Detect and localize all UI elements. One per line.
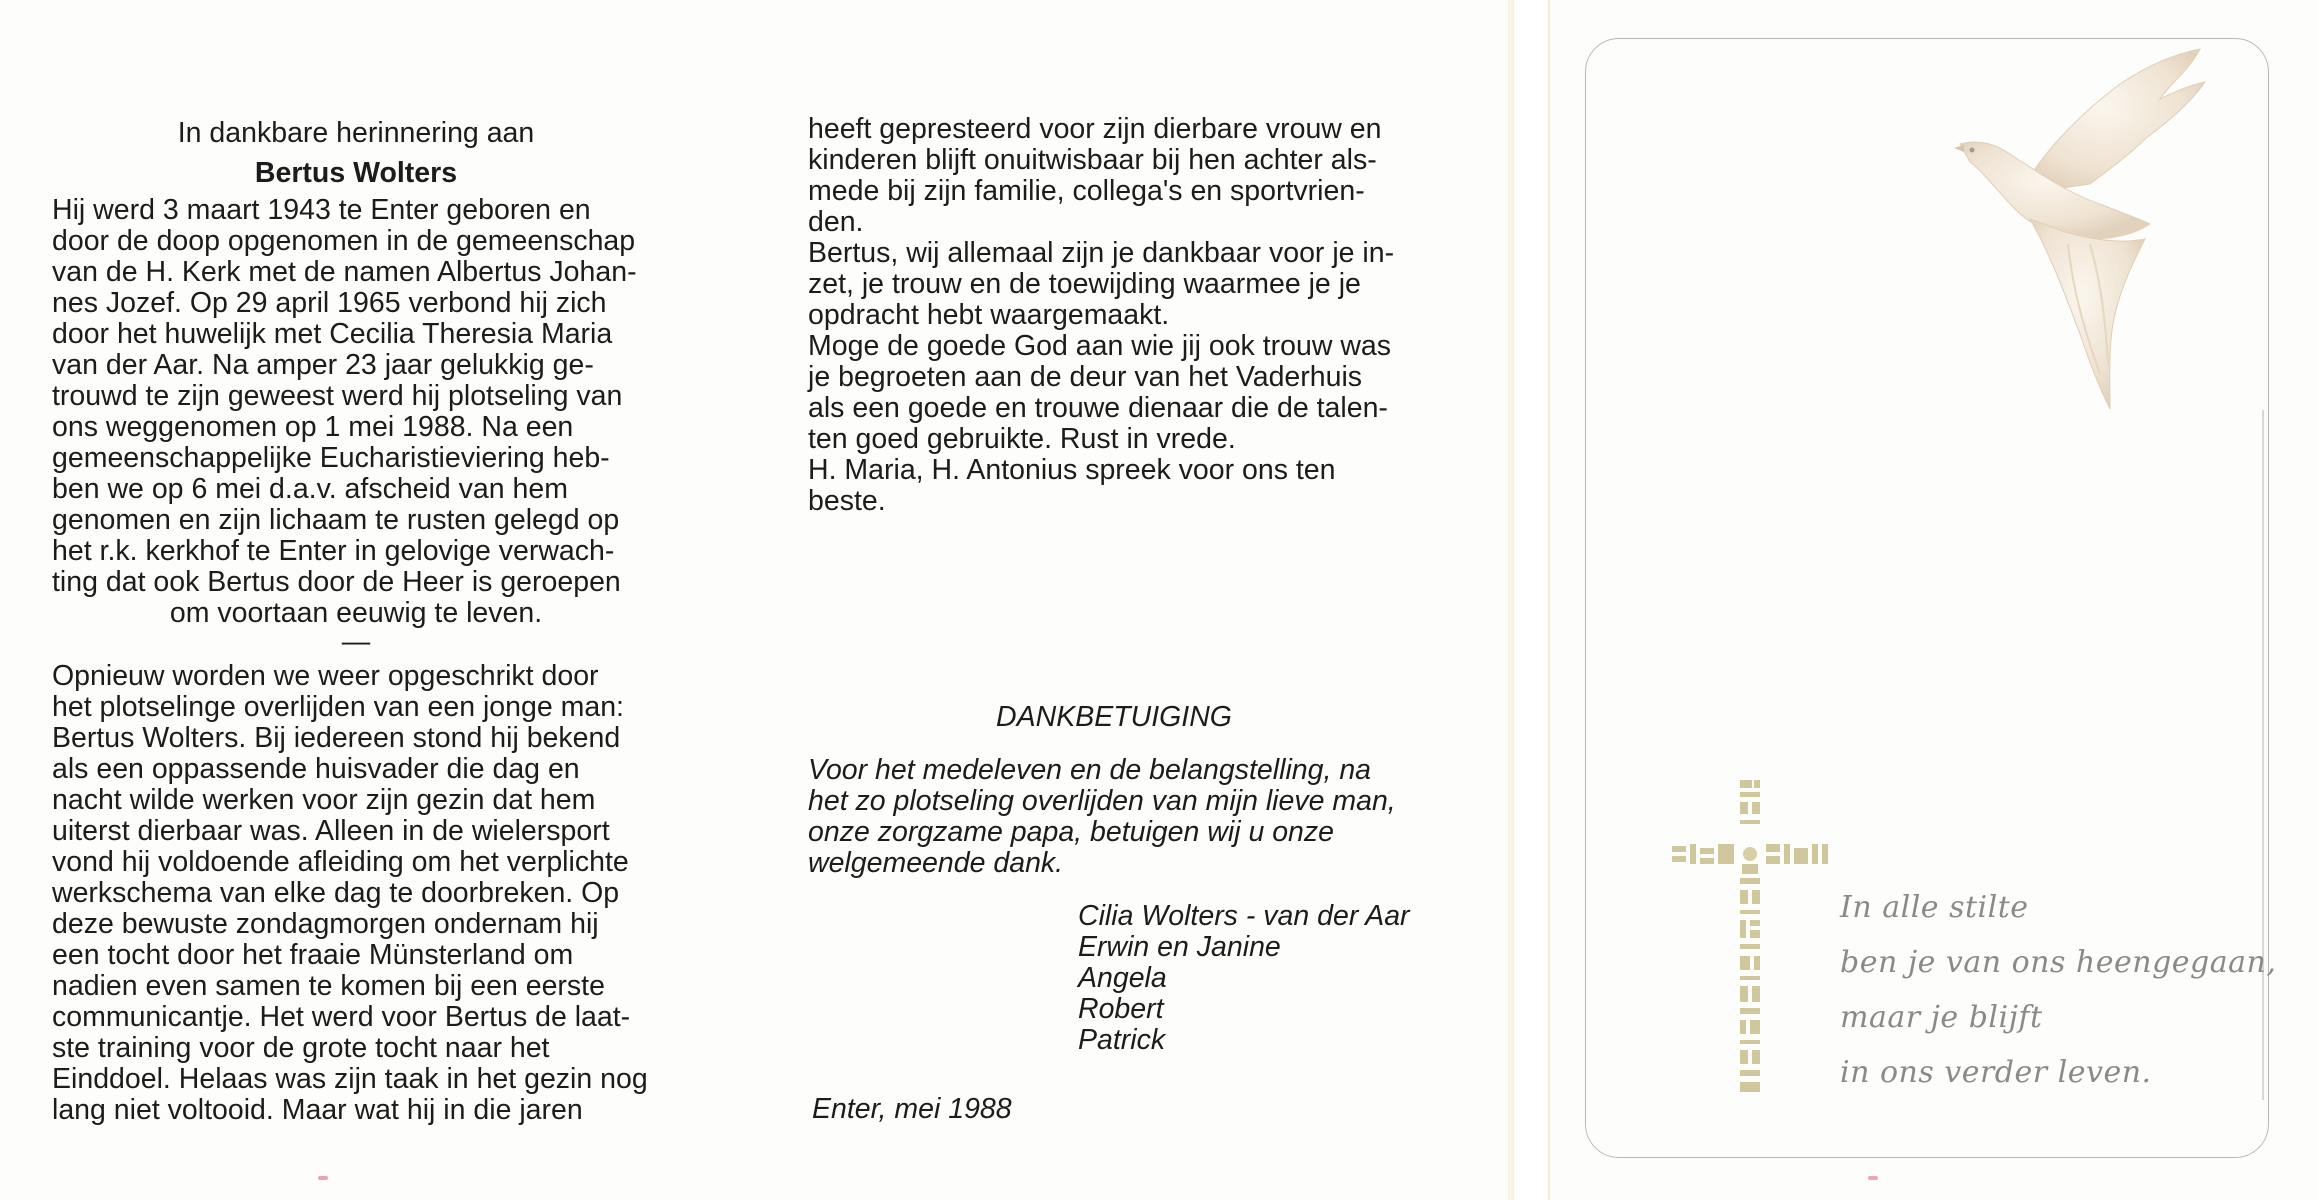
- bio-line: door de doop opgenomen in de gemeenschap: [52, 225, 636, 257]
- signer: Patrick: [1078, 1024, 1166, 1056]
- bio-line: genomen en zijn lichaam te rusten gelegd op: [52, 504, 620, 536]
- dove-image: [1950, 44, 2210, 414]
- middle-column: [808, 114, 1420, 517]
- thanks-body: [808, 755, 1420, 879]
- text-line: Moge de goede God aan wie jij ook trouw was: [808, 330, 1392, 362]
- place-date: Enter, mei 1988: [812, 1093, 1012, 1125]
- bio-line: trouwd te zijn geweest werd hij plotseling van: [52, 380, 623, 412]
- tribute-line: Bertus Wolters. Bij iedereen stond hij bekend: [52, 722, 621, 754]
- bio-line: ben we op 6 mei d.a.v. afscheid van hem: [52, 473, 568, 505]
- text-line: zet, je trouw en de toewijding waarmee je je: [808, 268, 1361, 300]
- bio-line: gemeenschappelijke Eucharistieviering heb-: [52, 442, 610, 474]
- signer: Cilia Wolters - van der Aar: [1078, 900, 1410, 932]
- text-line: Bertus, wij allemaal zijn je dankbaar voor je in-: [808, 237, 1395, 269]
- tribute-line: communicantje. Het werd voor Bertus de laat-: [52, 1001, 631, 1033]
- text-line: beste.: [808, 485, 886, 517]
- poem-line: In alle stilte: [1840, 890, 2029, 925]
- signers: [1078, 901, 1420, 1056]
- thanks-title: DANKBETUIGING: [996, 701, 1232, 733]
- tribute-line: lang niet voltooid. Maar wat hij in die jaren: [52, 1094, 583, 1126]
- left-column: [52, 118, 660, 1126]
- tribute-line: nacht wilde werken voor zijn gezin dat hem: [52, 784, 596, 816]
- poem-line: ben je van ons heengegaan,: [1840, 945, 2277, 980]
- tribute-line: het plotselinge overlijden van een jonge man:: [52, 691, 624, 723]
- bio-line: ting dat ook Bertus door de Heer is geroepen: [52, 566, 621, 598]
- tribute-line: nadien even samen te komen bij een eerste: [52, 970, 605, 1002]
- signer: Robert: [1078, 993, 1164, 1025]
- tribute-line: Einddoel. Helaas was zijn taak in het gezin nog: [52, 1063, 648, 1095]
- text-line: opdracht hebt waargemaakt.: [808, 299, 1170, 331]
- text-line: als een goede en trouwe dienaar die de talen-: [808, 392, 1388, 424]
- bio-line: nes Jozef. Op 29 april 1965 verbond hij zich: [52, 287, 607, 319]
- paper-speck: [318, 1176, 328, 1180]
- thanks-section: [808, 702, 1420, 1056]
- text-line: H. Maria, H. Antonius spreek voor ons ten: [808, 454, 1336, 486]
- bio-line: van der Aar. Na amper 23 jaar gelukkig ge-: [52, 349, 594, 381]
- signer: Erwin en Janine: [1078, 931, 1281, 963]
- text-line: ten goed gebruikte. Rust in vrede.: [808, 423, 1236, 455]
- poem-line: maar je blijft: [1840, 1000, 2043, 1035]
- paper-speck: [1868, 1176, 1878, 1180]
- deceased-name: Bertus Wolters: [254, 157, 458, 189]
- tribute: [52, 661, 660, 1126]
- bio-line: Hij werd 3 maart 1943 te Enter geboren en: [52, 194, 591, 226]
- tribute-line: vond hij voldoende afleiding om het verplichte: [52, 846, 629, 878]
- tribute-line: een tocht door het fraaie Münsterland om: [52, 939, 574, 971]
- text-line: mede bij zijn familie, collega's en sportvrien-: [808, 175, 1365, 207]
- cross-image: [1670, 778, 1838, 1098]
- tribute-line: als een oppassende huisvader die dag en: [52, 753, 580, 785]
- bio-line: het r.k. kerkhof te Enter in gelovige verwach-: [52, 535, 615, 567]
- bio-line: van de H. Kerk met de namen Albertus Johan-: [52, 256, 637, 288]
- poem: [1840, 880, 2277, 1100]
- thanks-line: onze zorgzame papa, betuigen wij u onze: [808, 816, 1335, 848]
- biography: [52, 195, 660, 629]
- tribute-line: deze bewuste zondagmorgen ondernam hij: [52, 908, 599, 940]
- bio-line: ons weggenomen op 1 mei 1988. Na een: [52, 411, 574, 443]
- tribute-line: ste training voor de grote tocht naar het: [52, 1032, 550, 1064]
- thanks-line: Voor het medeleven en de belangstelling, na: [808, 754, 1372, 786]
- intro-heading: In dankbare herinnering aan: [177, 117, 535, 149]
- text-line: je begroeten aan de deur van het Vaderhuis: [808, 361, 1363, 393]
- thanks-line: het zo plotseling overlijden van mijn lieve man,: [808, 785, 1396, 817]
- tribute-line: uiterst dierbaar was. Alleen in de wielersport: [52, 815, 610, 847]
- separator-dash: —: [341, 626, 371, 658]
- text-line: den.: [808, 206, 864, 238]
- tribute-line: werkschema van elke dag te doorbreken. Op: [52, 877, 620, 909]
- signer: Angela: [1078, 962, 1167, 994]
- text-line: heeft gepresteerd voor zijn dierbare vrouw en: [808, 113, 1382, 145]
- poem-line: in ons verder leven.: [1840, 1055, 2152, 1090]
- tribute-line: Opnieuw worden we weer opgeschrikt door: [52, 660, 599, 692]
- text-line: kinderen blijft onuitwisbaar bij hen achter als-: [808, 144, 1377, 176]
- thanks-line: welgemeende dank.: [808, 847, 1064, 879]
- bio-last-line: om voortaan eeuwig te leven.: [169, 597, 543, 629]
- bio-line: door het huwelijk met Cecilia Theresia Maria: [52, 318, 613, 350]
